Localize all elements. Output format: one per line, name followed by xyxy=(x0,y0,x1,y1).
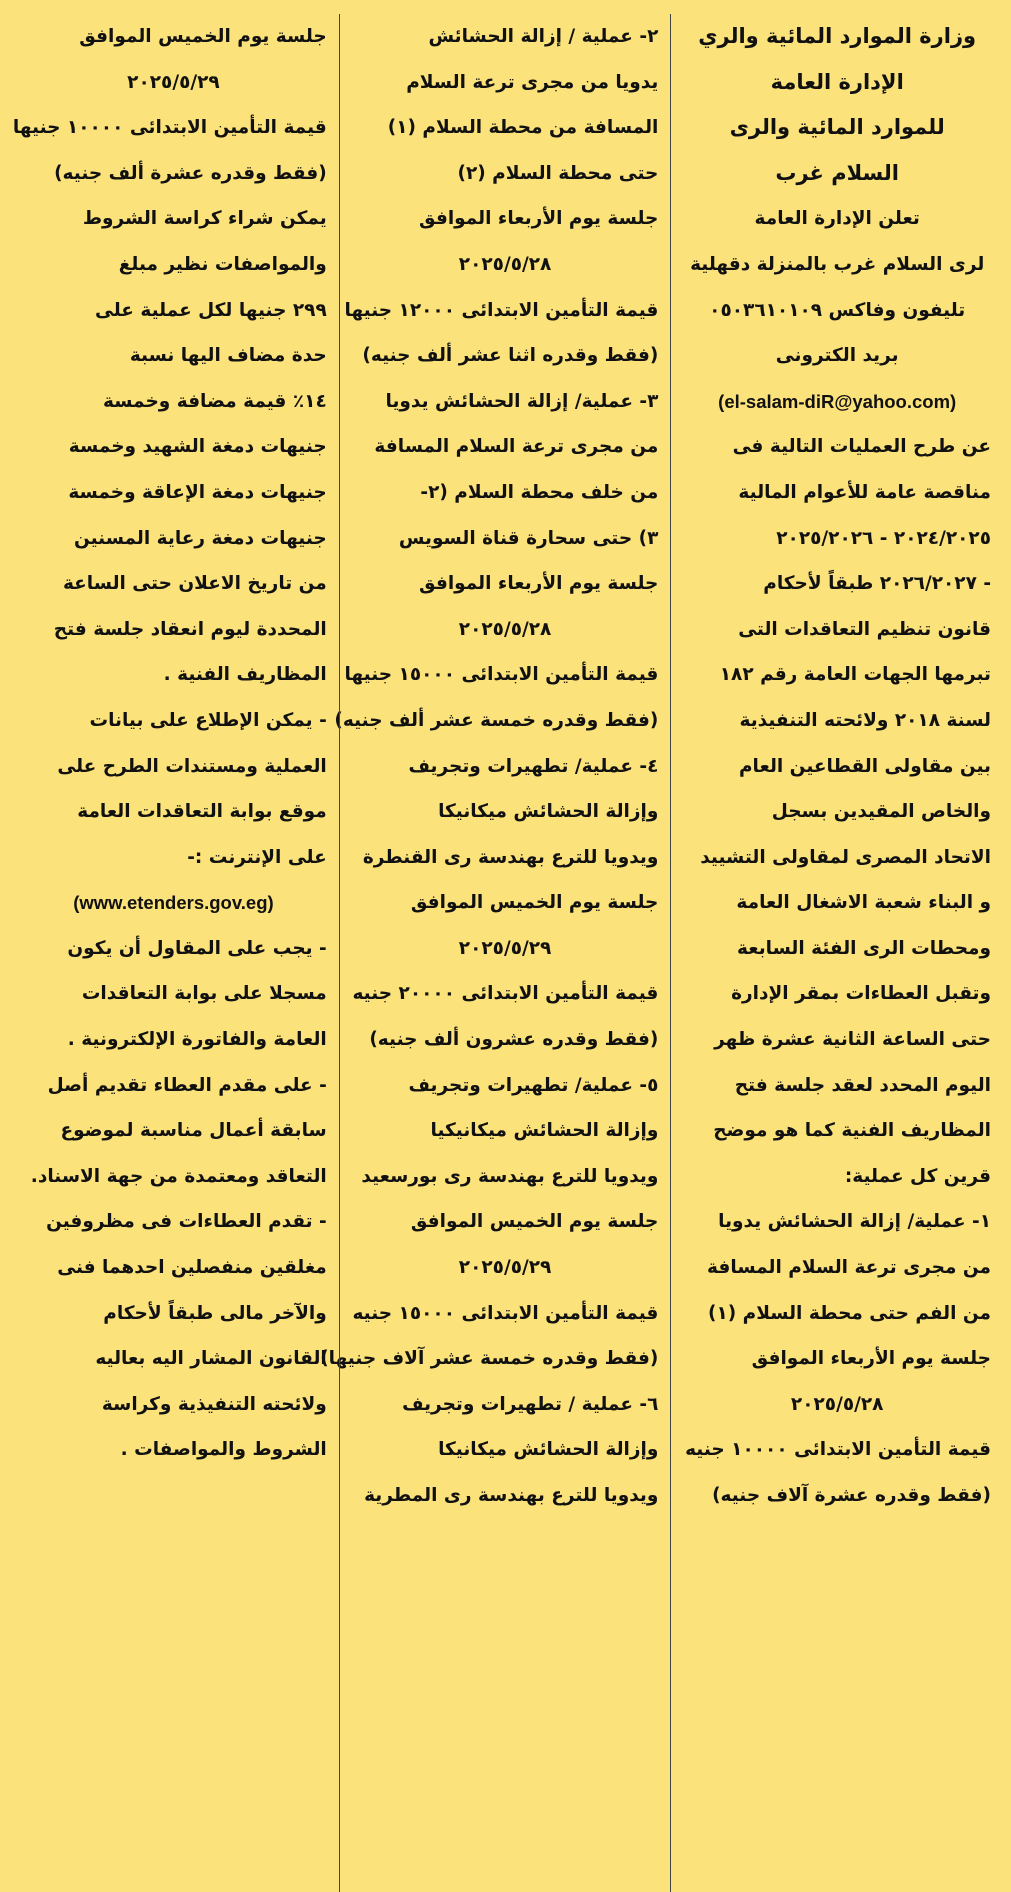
text-line: العملية ومستندات الطرح على xyxy=(57,755,327,777)
column-middle xyxy=(320,14,672,1892)
text-line: العامة والفاتورة الإلكترونية . xyxy=(67,1029,327,1051)
text-line: من الفم حتى محطة السلام (١) xyxy=(708,1302,991,1324)
text-line: (فقط وقدره اثنا عشر ألف جنيه) xyxy=(362,345,659,367)
text-line: (فقط وقدره خمسة عشر ألف جنيه) xyxy=(334,709,659,731)
text-line: ويدويا للترع بهندسة رى القنطرة xyxy=(362,846,659,868)
text-line: ويدويا للترع بهندسة رى المطرية xyxy=(364,1485,659,1506)
text-line: مسجلا على بوابة التعاقدات xyxy=(81,983,327,1005)
column-left xyxy=(8,14,340,1892)
text-line: مناقصة عامة للأعوام المالية xyxy=(738,481,991,503)
text-line: قيمة التأمين الابتدائى ١٠٠٠٠ جنيه xyxy=(685,1439,991,1461)
text-line: تبرمها الجهات العامة رقم ١٨٢ xyxy=(719,664,991,686)
text-line: السلام غرب xyxy=(775,160,899,185)
text-line: قيمة التأمين الابتدائى ٢٠٠٠٠ جنيه xyxy=(352,983,659,1005)
text-line: بريد الكترونى xyxy=(775,345,899,367)
text-line: المحددة ليوم انعقاد جلسة فتح xyxy=(53,618,327,640)
text-line: - يجب على المقاول أن يكون xyxy=(67,937,327,959)
text-line: ٢٠٢٥/٥/٢٨ xyxy=(790,1393,884,1415)
text-line: قانون تنظيم التعاقدات التى xyxy=(738,618,991,640)
text-line: وإزالة الحشائش ميكانيكا xyxy=(438,801,659,823)
text-line: ٢٠٢٥/٥/٢٨ xyxy=(458,253,552,275)
text-line: تليفون وفاكس ٠٥٠٣٦١٠١٠٩ xyxy=(709,299,966,321)
text-line: ٤- عملية/ تطهيرات وتجريف xyxy=(408,755,659,777)
text-line: وزارة الموارد المائية والري xyxy=(698,24,977,48)
text-line: للموارد المائية والرى xyxy=(729,115,945,140)
text-line: والخاص المقيدين بسجل xyxy=(771,801,991,823)
text-line: الاتحاد المصرى لمقاولى التشييد xyxy=(700,846,991,868)
text-line: يمكن شراء كراسة الشروط xyxy=(82,208,327,230)
text-line: والآخر مالى طبقاً لأحكام xyxy=(103,1302,327,1324)
text-line: جلسة يوم الخميس الموافق xyxy=(410,1211,659,1233)
text-line: (el-salam-diR@yahoo.com) xyxy=(718,390,957,412)
text-line: ولائحته التنفيذية وكراسة xyxy=(101,1393,327,1415)
text-line: حتى محطة السلام (٢) xyxy=(457,162,659,184)
text-line: من تاريخ الاعلان حتى الساعة xyxy=(62,573,327,595)
text-line: الشروط والمواصفات . xyxy=(120,1439,327,1461)
text-line: قيمة التأمين الابتدائى ١٢٠٠٠ جنيها xyxy=(344,299,659,321)
text-line: من مجرى ترعة السلام المسافة xyxy=(707,1257,991,1279)
text-line: - على مقدم العطاء تقديم أصل xyxy=(47,1074,327,1096)
text-line: ٢٩٩ جنيها لكل عملية على xyxy=(95,299,327,321)
text-line: - ٢٠٢٦/٢٠٢٧ طبقاً لأحكام xyxy=(763,573,991,595)
text-line: المظاريف الفنية كما هو موضح xyxy=(713,1120,991,1142)
column-right xyxy=(671,14,1003,1892)
text-line: يدويا من مجرى ترعة السلام xyxy=(406,71,659,93)
text-line: (www.etenders.gov.eg) xyxy=(73,892,274,914)
text-line: الإدارة العامة xyxy=(770,69,904,94)
text-line: - يمكن الإطلاع على بيانات xyxy=(89,709,327,731)
text-line: موقع بوابة التعاقدات العامة xyxy=(77,801,327,823)
text-line: مغلقين منفصلين احدهما فنى xyxy=(57,1257,327,1279)
text-line: القانون المشار اليه بعاليه xyxy=(95,1348,327,1370)
text-line: ٢٠٢٤/٢٠٢٥ - ٢٠٢٥/٢٠٢٦ xyxy=(776,527,991,549)
text-line: جلسة يوم الأربعاء الموافق xyxy=(419,208,659,230)
text-line: لسنة ٢٠١٨ ولائحته التنفيذية xyxy=(739,709,991,731)
text-line: ٣) حتى سحارة قناة السويس xyxy=(398,527,659,549)
text-line: على الإنترنت :- xyxy=(187,846,327,868)
text-line: جنيهات دمغة الشهيد وخمسة xyxy=(68,436,327,458)
text-line: جلسة يوم الخميس الموافق xyxy=(79,26,327,47)
text-line: وإزالة الحشائش ميكانيكيا xyxy=(430,1120,659,1142)
text-line: سابقة أعمال مناسبة لموضوع xyxy=(60,1120,327,1142)
text-line: جنيهات دمغة رعاية المسنين xyxy=(73,527,327,549)
text-line: (فقط وقدره عشرون ألف جنيه) xyxy=(369,1029,659,1051)
text-line: ٢٠٢٥/٥/٢٩ xyxy=(127,71,220,93)
text-line: حدة مضاف اليها نسبة xyxy=(129,345,327,367)
text-line: ٥- عملية/ تطهيرات وتجريف xyxy=(408,1074,659,1096)
text-line: ويدويا للترع بهندسة رى بورسعيد xyxy=(361,1165,659,1187)
text-line: جنيهات دمغة الإعاقة وخمسة xyxy=(68,481,327,503)
text-line: التعاقد ومعتمدة من جهة الاسناد. xyxy=(30,1165,327,1187)
text-line: من مجرى ترعة السلام المسافة xyxy=(374,436,659,458)
text-line: ٦- عملية / تطهيرات وتجريف xyxy=(402,1393,659,1415)
text-line: ٣- عملية/ إزالة الحشائش يدويا xyxy=(385,390,659,412)
text-line: جلسة يوم الأربعاء الموافق xyxy=(751,1348,991,1370)
text-line: (فقط وقدره عشرة آلاف جنيه) xyxy=(712,1485,991,1506)
text-line: ومحطات الرى الفئة السابعة xyxy=(737,937,991,959)
text-line: ٢٠٢٥/٥/٢٩ xyxy=(458,1257,552,1279)
text-line: حتى الساعة الثانية عشرة ظهر xyxy=(714,1029,991,1051)
text-line: من خلف محطة السلام (٢- xyxy=(420,481,659,503)
text-line: بين مقاولى القطاعين العام xyxy=(739,755,991,777)
text-line: ٢٠٢٥/٥/٢٩ xyxy=(458,937,552,959)
text-line: ٢- عملية / إزالة الحشائش xyxy=(428,26,659,47)
text-line: عن طرح العمليات التالية فى xyxy=(732,436,991,458)
text-line: ١٤٪ قيمة مضافة وخمسة xyxy=(103,390,327,412)
text-line: ٢٠٢٥/٥/٢٨ xyxy=(458,618,552,640)
text-line: والمواصفات نظير مبلغ xyxy=(118,253,327,275)
text-line: و البناء شعبة الاشغال العامة xyxy=(736,892,991,914)
text-line: المظاريف الفنية . xyxy=(163,664,327,686)
text-line: لرى السلام غرب بالمنزلة دقهلية xyxy=(690,253,985,275)
text-line: وإزالة الحشائش ميكانيكا xyxy=(438,1439,659,1461)
text-line: (فقط وقدره خمسة عشر آلاف جنيها) xyxy=(320,1348,659,1370)
text-line: وتقبل العطاءات بمقر الإدارة xyxy=(731,983,991,1005)
text-line: اليوم المحدد لعقد جلسة فتح xyxy=(734,1074,991,1096)
text-line: المسافة من محطة السلام (١) xyxy=(387,117,659,139)
text-line: - تقدم العطاءات فى مظروفين xyxy=(46,1211,327,1233)
text-line: قيمة التأمين الابتدائى ١٠٠٠٠ جنيها xyxy=(12,117,327,139)
text-line: قيمة التأمين الابتدائى ١٥٠٠٠ جنيه xyxy=(352,1302,659,1324)
text-line: ١- عملية/ إزالة الحشائش يدويا xyxy=(718,1211,991,1233)
text-line: قيمة التأمين الابتدائى ١٥٠٠٠ جنيها xyxy=(344,664,659,686)
text-line: جلسة يوم الخميس الموافق xyxy=(410,892,659,914)
text-line: (فقط وقدره عشرة ألف جنيه) xyxy=(54,162,327,184)
text-line: جلسة يوم الأربعاء الموافق xyxy=(419,573,659,595)
text-line: قرين كل عملية: xyxy=(844,1165,991,1187)
text-line: تعلن الإدارة العامة xyxy=(754,208,920,230)
